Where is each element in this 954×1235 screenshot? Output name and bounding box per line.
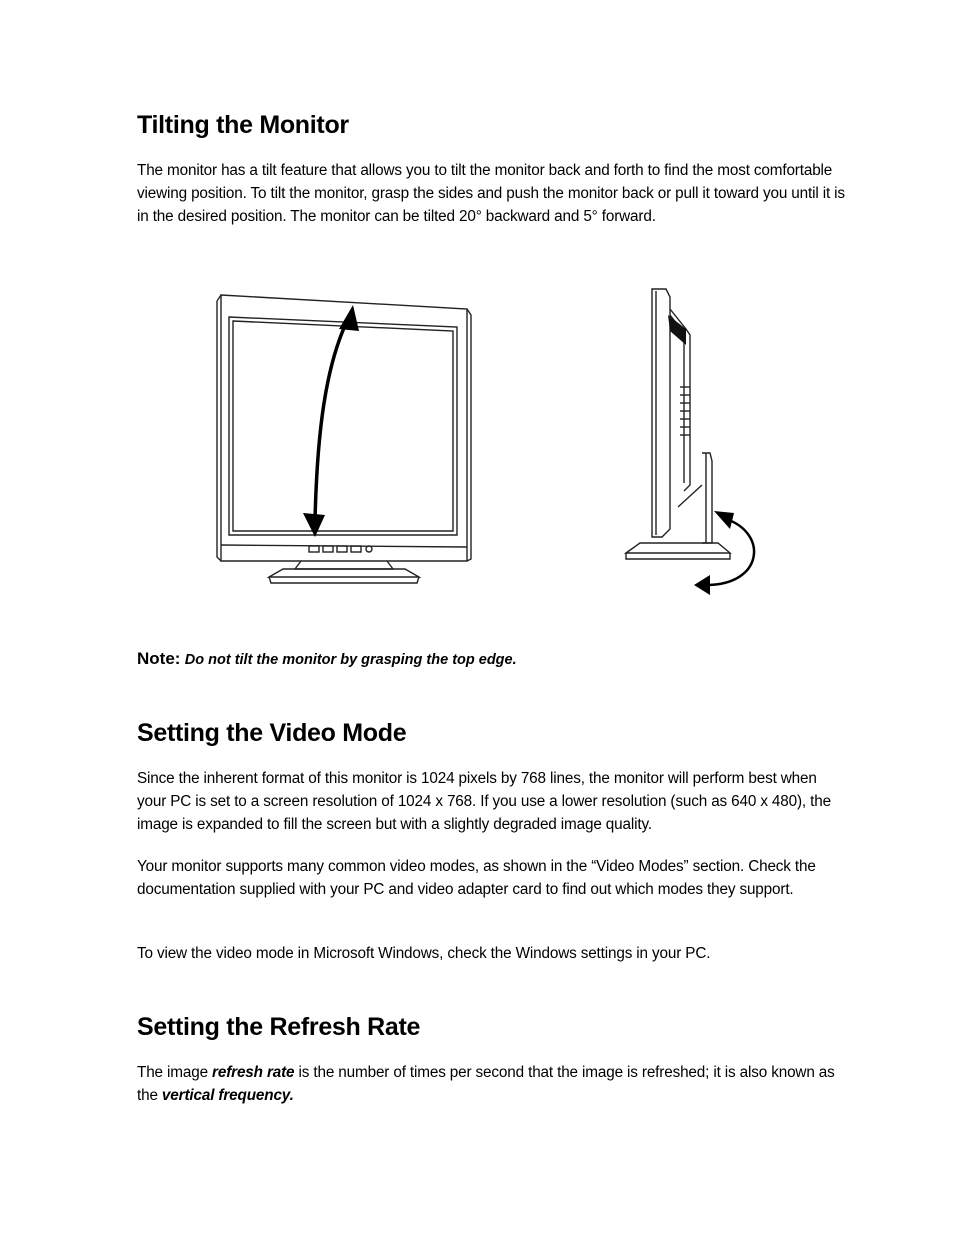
refresh-text-1: The image [137,1064,213,1081]
video-mode-paragraph-1: Since the inherent format of this monitor is 1024 pixels by 768 lines, the monitor will perform best when your PC is set to a screen resolution of 1024 x 768. If you use a lower resolution (such as 640 x 480), the image is expanded to fill the screen but with a slightly degraded image quality. [137,770,831,833]
heading-setting-the-refresh-rate: Setting the Refresh Rate [137,1013,421,1041]
refresh-rate-paragraph [137,1061,847,1107]
term-vertical-frequency: vertical frequency. [161,1087,294,1104]
note-label: Note: [137,649,181,668]
monitor-front-tilt-illustration [205,285,485,600]
refresh-text-2: is the number of times per second that the image is refreshed; it is also known as the [137,1064,835,1104]
tilting-paragraph: The monitor has a tilt feature that allows you to tilt the monitor back and forth to find the most comfortable viewing position. To tilt the monitor, grasp the sides and push the monitor back or pull it toward you until it is in the desired position. The monitor can be tilted 20° backward and 5° forward. [137,162,845,225]
video-mode-paragraph-3: To view the video mode in Microsoft Windows, check the Windows settings in your PC. [137,945,711,962]
video-mode-paragraph-2: Your monitor supports many common video modes, as shown in the “Video Modes” section. Check the documentation supplied with your PC and video adapter card to find out which modes they support. [137,858,816,898]
note-text: Do not tilt the monitor by grasping the top edge. [184,652,517,668]
heading-setting-the-video-mode: Setting the Video Mode [137,719,407,747]
heading-tilting-the-monitor: Tilting the Monitor [137,111,349,139]
term-refresh-rate: refresh rate [212,1064,295,1081]
monitor-side-tilt-illustration [618,285,768,600]
note [137,648,517,671]
